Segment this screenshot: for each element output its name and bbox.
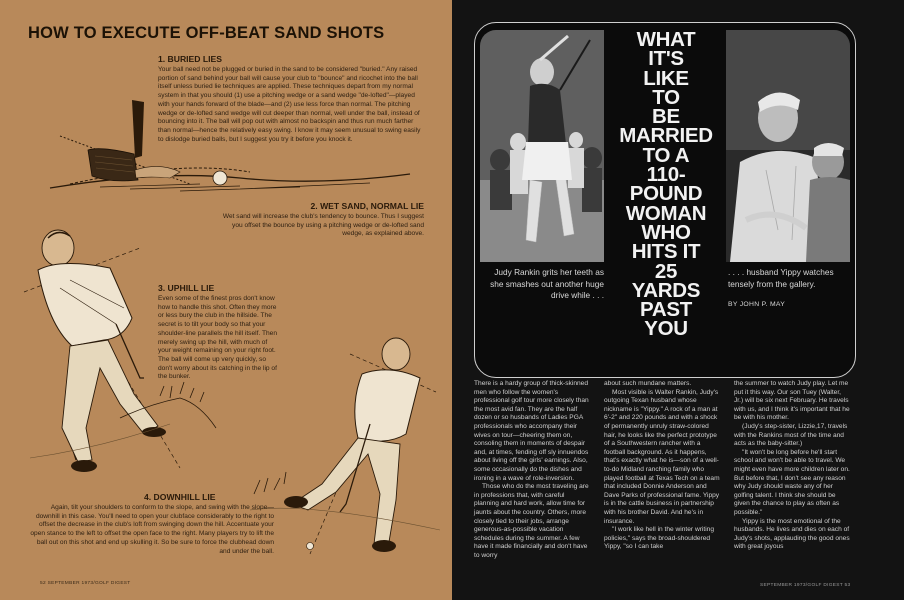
body-column-1 xyxy=(474,380,590,560)
headline-line: 25 xyxy=(654,259,678,283)
right-page-folio: SEPTEMBER 1973/GOLF DIGEST 53 xyxy=(760,583,851,588)
headline-line: WHO xyxy=(641,220,691,244)
headline-line: WOMAN xyxy=(625,201,707,225)
body-paragraph: Most visible is Walter Rankin, Judy's outgoing Texan husband whose nickname is "Yippy." A rock of a man at 6'-2" and 220 pounds and with a shock of permanently unruly straw-colored hair, he looks like the perfect prototype of a Southwestern rancher with a football background. As it happens, that's exactly what he is—son of a well-to-do Midland ranching family who played football at Texas Tech on a team that included Donnie Anderson and Dave Parks of professional fame. Yippy is in the cattle business in partnership with his brother David. And he's in insurance. xyxy=(604,388,720,525)
wet-sand-heading: 2. WET SAND, NORMAL LIE xyxy=(310,201,424,211)
headline-line: IT'S xyxy=(648,47,684,71)
headline-line: YOU xyxy=(644,317,688,341)
body-paragraph: "It won't be long before he'll start school and won't be able to travel. We might even have more children later on. But before that, I don't see any reason why Judy should waste any of her golfing talent. I think she should be given the chance to play as often as possible." xyxy=(734,448,850,516)
headline-line: PAST xyxy=(640,298,692,322)
buried-lie-illustration xyxy=(40,88,420,208)
headline-line: TO A xyxy=(642,143,690,167)
headline-line: YARDS xyxy=(631,278,701,302)
body-paragraph: Those who do the most traveling are in professions that, with careful planning and hard work, allow time for jaunts about the country. Others, more closely tied to their jobs, arrange generous-as-possible vacation schedules during the summer. A few have it made financially and don't have to worry xyxy=(474,483,589,559)
headline-line: MARRIED xyxy=(619,124,713,148)
caption-yippy: . . . . husband Yippy watches tensely from the gallery. xyxy=(728,267,834,289)
body-column-2 xyxy=(604,380,720,552)
downhill-lie-text: Again, tilt your shoulders to conform to the slope, and swing with the slope—downhill in this case. You'll need to open your clubface considerably to the right to offset the decrease in the club's loft from swinging down the hill. Accentuate your open stance to the left to offset the open face to the right. Many players try to lift the ball out on this shot and end up skulling it. So be sure to force the clubhead down and under the ball. xyxy=(30,504,274,555)
body-paragraph: There is a hardy group of thick-skinned men who follow the women's professional golf tour more closely than the most avid fan. They are the half dozen or so husbands of Ladies PGA professionals who accompany their wives on tour—cheering them on, consoling them in moments of despair and, at times, fending off sly innuendos about living off the girls' earnings. Also, some occasionally do the dishes and ironing in a wave of role-inversion. xyxy=(474,380,589,482)
headline-line: LIKE xyxy=(643,66,689,90)
left-page-folio: 52 SEPTEMBER 1973/GOLF DIGEST xyxy=(40,581,131,586)
wet-sand-text: Wet sand will increase the club's tendency to bounce. Thus I suggest you offset the bounce by using a pitching wedge or de-lofted sand wedge, as explained above. xyxy=(222,213,424,238)
feature-headline xyxy=(612,30,720,339)
uphill-lie-heading: 3. UPHILL LIE xyxy=(158,283,215,293)
downhill-lie-heading: 4. DOWNHILL LIE xyxy=(144,492,216,502)
uphill-lie-text: Even some of the finest pros don't know how to handle this shot. Often they more or less bury the club in the hillside. The secret is to tilt your body so that your shoulder-line parallels the hill itself. Then merely swing up the hill, with much of your weight remaining on your right foot. The ball will come up very quickly, so don't worry about its catching in the lip of the bunker. xyxy=(158,295,277,381)
body-paragraph: Yippy is the most emotional of the husbands. He lives and dies on each of Judy's shots, applauding the good ones with great joyous xyxy=(734,517,850,551)
headline-line: TO xyxy=(652,85,680,109)
body-paragraph: the summer to watch Judy play. Let me put it this way. Our son Tuey (Walter, Jr.) will be six next February. He travels with us, and I think it's important that he be with his mother. xyxy=(734,380,850,422)
buried-lies-text: Your ball need not be plugged or buried in the sand to be considered "buried." Any raised portion of sand behind your ball will cause your club to "bounce" and ricochet into the ball itself unless buried lie techniques are applied. These techniques depart from my normal system in that you should (1) use a pitching wedge or a sand wedge "de-lofted"—played with your hands forward of the blade—and (2) use less force than normal. The pitching wedge or de-lofted sand wedge will cut deeper than normal, well under the ball, instead of bouncing into it. The ball will pop out with almost no backspin and thus run much farther than normal—hence the relatively easy swing. I know it may seem unusual to swing easily to dislodge buried balls, but I suggest you try it before you knock it. xyxy=(158,66,421,143)
headline-line: POUND xyxy=(629,182,703,206)
body-paragraph: about such mundane matters. xyxy=(604,380,692,387)
article-title: HOW TO EXECUTE OFF-BEAT SAND SHOTS xyxy=(28,24,385,42)
headline-line: 110- xyxy=(646,163,686,187)
judy-rankin-photo xyxy=(480,30,604,262)
caption-judy: Judy Rankin grits her teeth as she smashes out another huge drive while . . . xyxy=(490,267,604,301)
headline-line: BE xyxy=(652,105,680,129)
buried-lies-heading: 1. BURIED LIES xyxy=(158,54,222,64)
byline: BY JOHN P. MAY xyxy=(728,301,786,308)
headline-line: WHAT xyxy=(636,28,696,51)
body-paragraph: "I work like hell in the winter writing policies," says the broad-shouldered Yippy, "so I can take xyxy=(604,526,715,551)
body-column-3 xyxy=(734,380,850,552)
body-paragraph: (Judy's step-sister, Lizzie,17, travels with the Rankins most of the time and acts as the baby-sitter.) xyxy=(734,422,848,448)
yippy-rankin-photo xyxy=(726,30,850,262)
downhill-golfer-illustration xyxy=(250,334,440,564)
headline-line: HITS IT xyxy=(631,240,701,264)
